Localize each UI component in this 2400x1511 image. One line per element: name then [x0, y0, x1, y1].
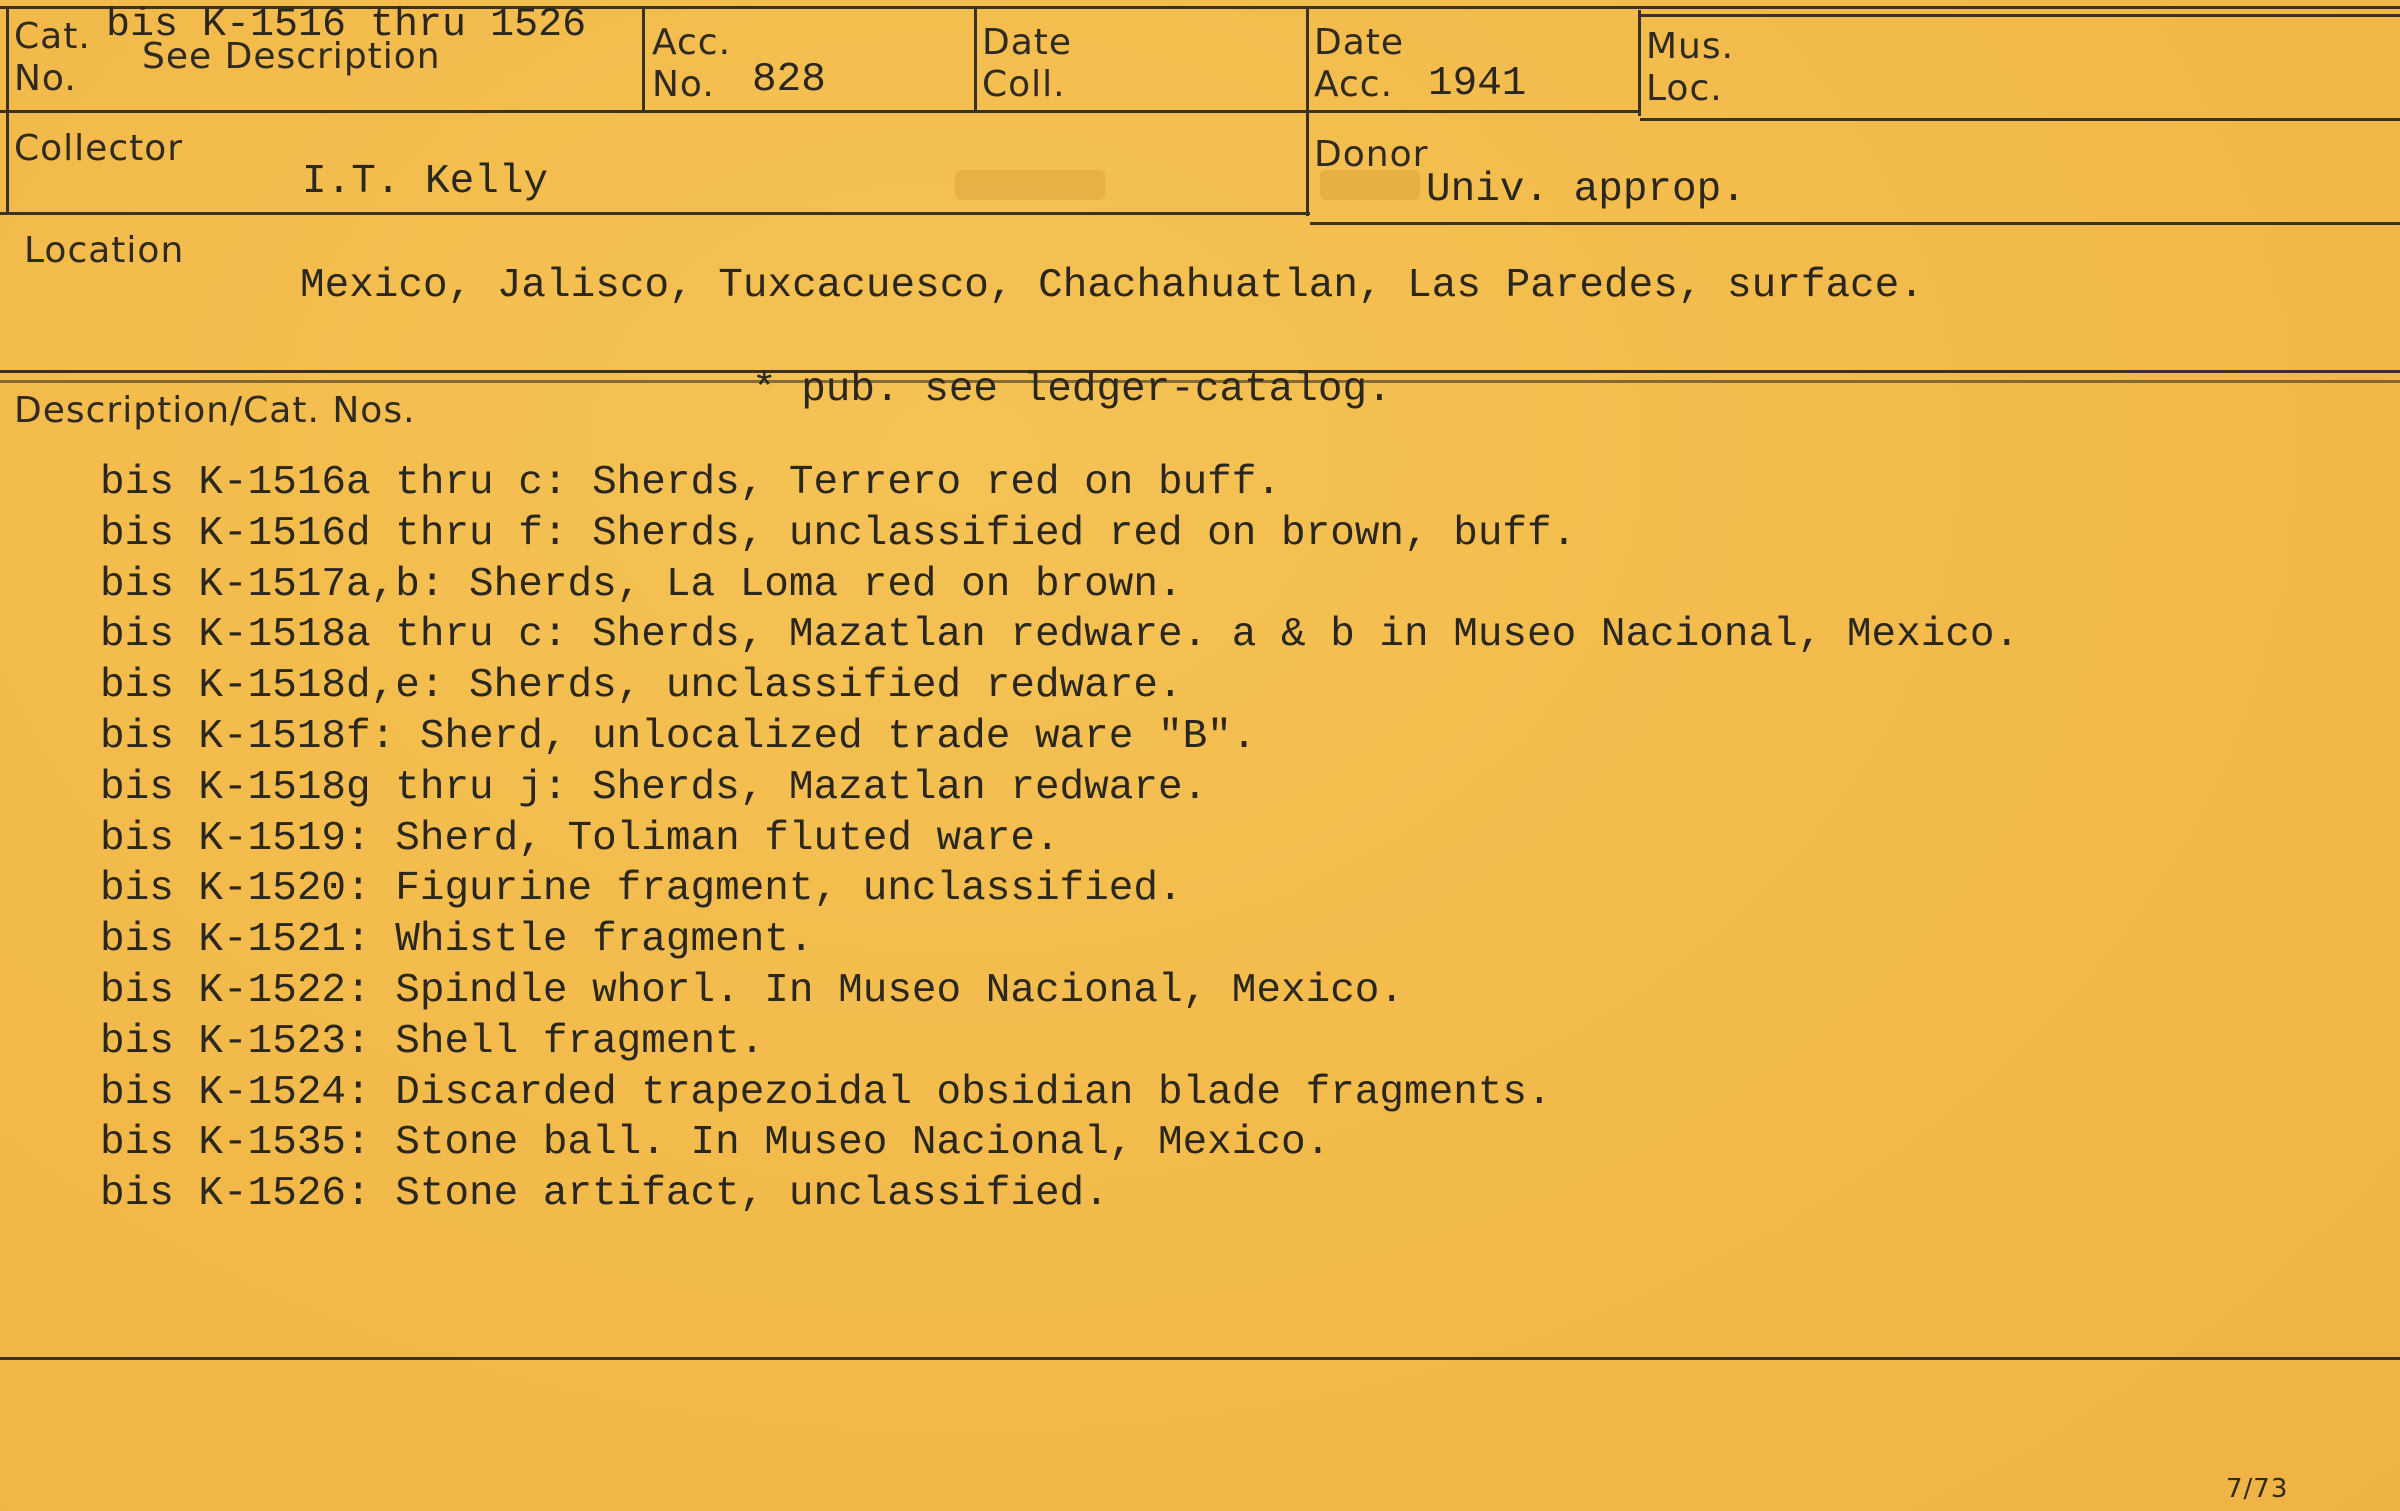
header-bottom-line	[0, 110, 1640, 113]
donor-value: Univ. approp.	[1426, 167, 1746, 213]
list-item: bis K-1518d,e: Sherds, unclassified redware.	[100, 663, 1183, 710]
list-item: bis K-1524: Discarded trapezoidal obsidian blade fragments.	[100, 1069, 1552, 1116]
acc-no-label: Acc. No.	[652, 22, 732, 105]
list-item: bis K-1516a thru c: Sherds, Terrero red on buff.	[100, 460, 1281, 506]
location-label: Location	[24, 230, 185, 271]
collector-bottom-line	[0, 212, 1310, 215]
ink-smudge	[955, 170, 1105, 200]
list-item: bis K-1522: Spindle whorl. In Museo Nacional, Mexico.	[100, 967, 1405, 1014]
donor-bottom-line	[1310, 222, 2400, 225]
left-border-line	[6, 6, 9, 212]
divider-mus-loc	[1638, 10, 1641, 116]
collector-label: Collector	[14, 128, 184, 169]
cat-no-note: See Description	[142, 36, 441, 77]
list-item: bis K-1526: Stone artifact, unclassified.	[100, 1171, 1109, 1218]
pub-note: * pub. see ledger-catalog.	[752, 367, 1392, 413]
mus-loc-label: Mus. Loc.	[1646, 26, 1735, 109]
cat-no-label: Cat. No.	[14, 16, 91, 99]
list-item: bis K-1535: Stone ball. In Museo Nacional, Mexico.	[100, 1120, 1331, 1167]
list-item: bis K-1518f: Sherd, unlocalized trade ware "B".	[100, 713, 1257, 760]
list-item: bis K-1520: Figurine fragment, unclassified.	[100, 866, 1183, 913]
location-value: Mexico, Jalisco, Tuxcacuesco, Chachahuatlan, Las Paredes, surface.	[300, 263, 1924, 309]
list-item: bis K-1521: Whistle fragment.	[100, 917, 814, 964]
date-coll-label: Date Coll.	[982, 22, 1073, 105]
acc-no-value: 828	[752, 57, 826, 103]
list-item: bis K-1518a thru c: Sherds, Mazatlan redware. a & b in Museo Nacional, Mexico.	[100, 612, 2020, 659]
print-code: 7/73	[2226, 1474, 2289, 1504]
description-bottom-line	[0, 1357, 2400, 1360]
date-acc-value: 1941	[1428, 61, 1527, 107]
donor-label: Donor	[1314, 134, 1429, 175]
collector-value: I.T. Kelly	[302, 159, 549, 205]
list-item: bis K-1519: Sherd, Toliman fluted ware.	[100, 815, 1060, 862]
description-label: Description/Cat. Nos.	[14, 390, 416, 431]
header-bottom-line-right	[1640, 118, 2400, 121]
list-item: bis K-1517a,b: Sherds, La Loma red on brown.	[100, 561, 1183, 608]
list-item: bis K-1518g thru j: Sherds, Mazatlan redware.	[100, 764, 1208, 811]
description-list	[100, 458, 2019, 1220]
divider-date-acc	[1306, 6, 1309, 216]
divider-acc	[642, 6, 645, 110]
top-border-line-2	[1640, 14, 2400, 17]
divider-date-coll	[974, 6, 977, 110]
list-item: bis K-1516d thru f: Sherds, unclassified red on brown, buff.	[100, 510, 1577, 557]
date-acc-label: Date Acc.	[1314, 22, 1405, 105]
cat-no-value: bis K-1516 thru 1526	[106, 3, 587, 48]
list-item: bis K-1523: Shell fragment.	[100, 1018, 765, 1065]
